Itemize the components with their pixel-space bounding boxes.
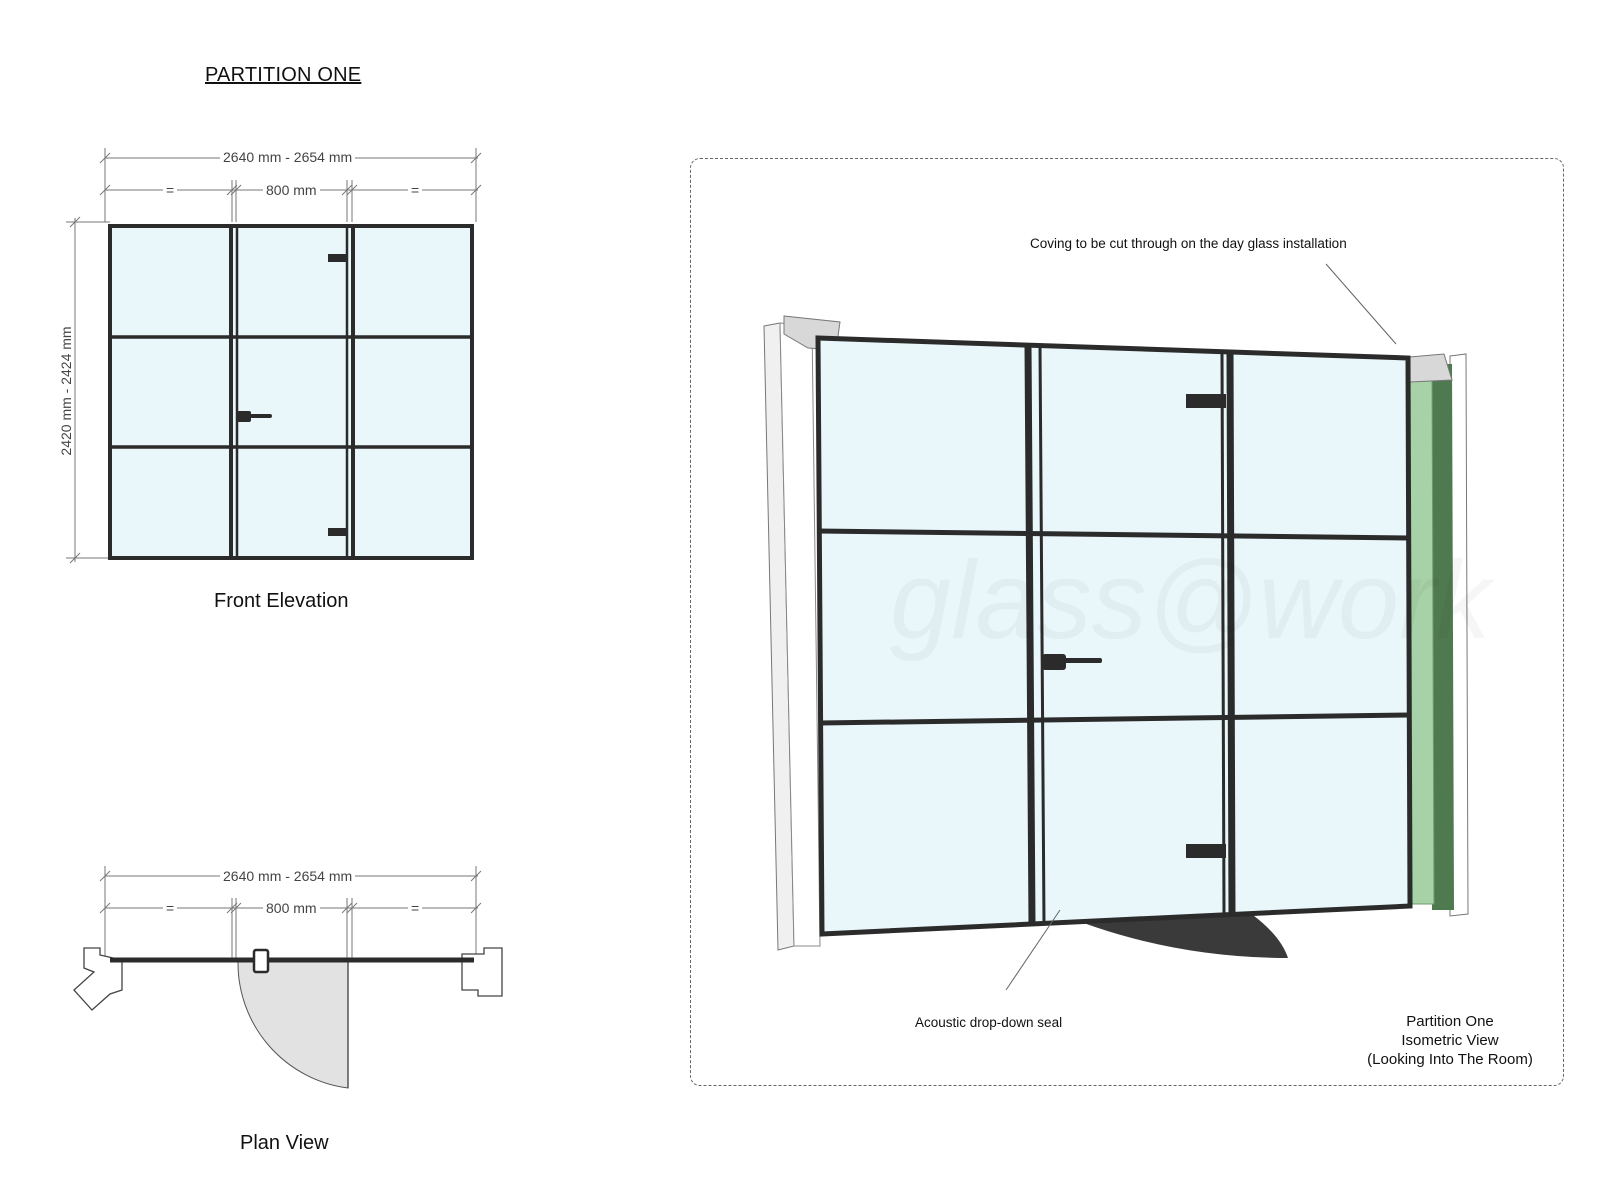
plan-wall-left xyxy=(74,948,122,1010)
hinge-icon xyxy=(1186,394,1226,408)
watermark-text: glass@work xyxy=(890,539,1491,662)
isometric-caption-line2: Isometric View xyxy=(1401,1032,1499,1049)
plan-door-width: 800 mm xyxy=(263,900,320,916)
front-elevation-caption: Front Elevation xyxy=(214,590,349,612)
hinge-icon xyxy=(328,254,348,262)
note-coving: Coving to be cut through on the day glass installation xyxy=(1030,236,1347,251)
isometric-caption-line3: (Looking Into The Room) xyxy=(1367,1051,1533,1068)
leader-coving xyxy=(1326,264,1396,344)
isometric-drawing xyxy=(690,158,1564,1086)
front-glass xyxy=(110,226,472,558)
front-door-width: 800 mm xyxy=(263,182,320,198)
plan-wall-right xyxy=(462,948,502,996)
hinge-icon xyxy=(1186,844,1226,858)
hinge-icon xyxy=(328,528,348,536)
front-side-width-right: = xyxy=(408,182,422,198)
front-overall-width: 2640 mm - 2654 mm xyxy=(220,149,355,165)
handle-icon xyxy=(237,411,251,422)
plan-door-swing xyxy=(238,962,348,1088)
plan-view-caption: Plan View xyxy=(240,1132,329,1154)
plan-side-width-left: = xyxy=(163,900,177,916)
plan-overall-width: 2640 mm - 2654 mm xyxy=(220,868,355,884)
note-seal: Acoustic drop-down seal xyxy=(915,1015,1063,1030)
front-side-width-left: = xyxy=(163,182,177,198)
front-elevation-drawing xyxy=(0,0,640,600)
isometric-caption xyxy=(1350,1012,1550,1069)
page-title: PARTITION ONE xyxy=(205,64,362,86)
isometric-caption-line1: Partition One xyxy=(1406,1013,1494,1030)
plan-handle-icon xyxy=(254,950,268,972)
front-height: 2420 mm - 2424 mm xyxy=(58,313,74,469)
plan-side-width-right: = xyxy=(408,900,422,916)
